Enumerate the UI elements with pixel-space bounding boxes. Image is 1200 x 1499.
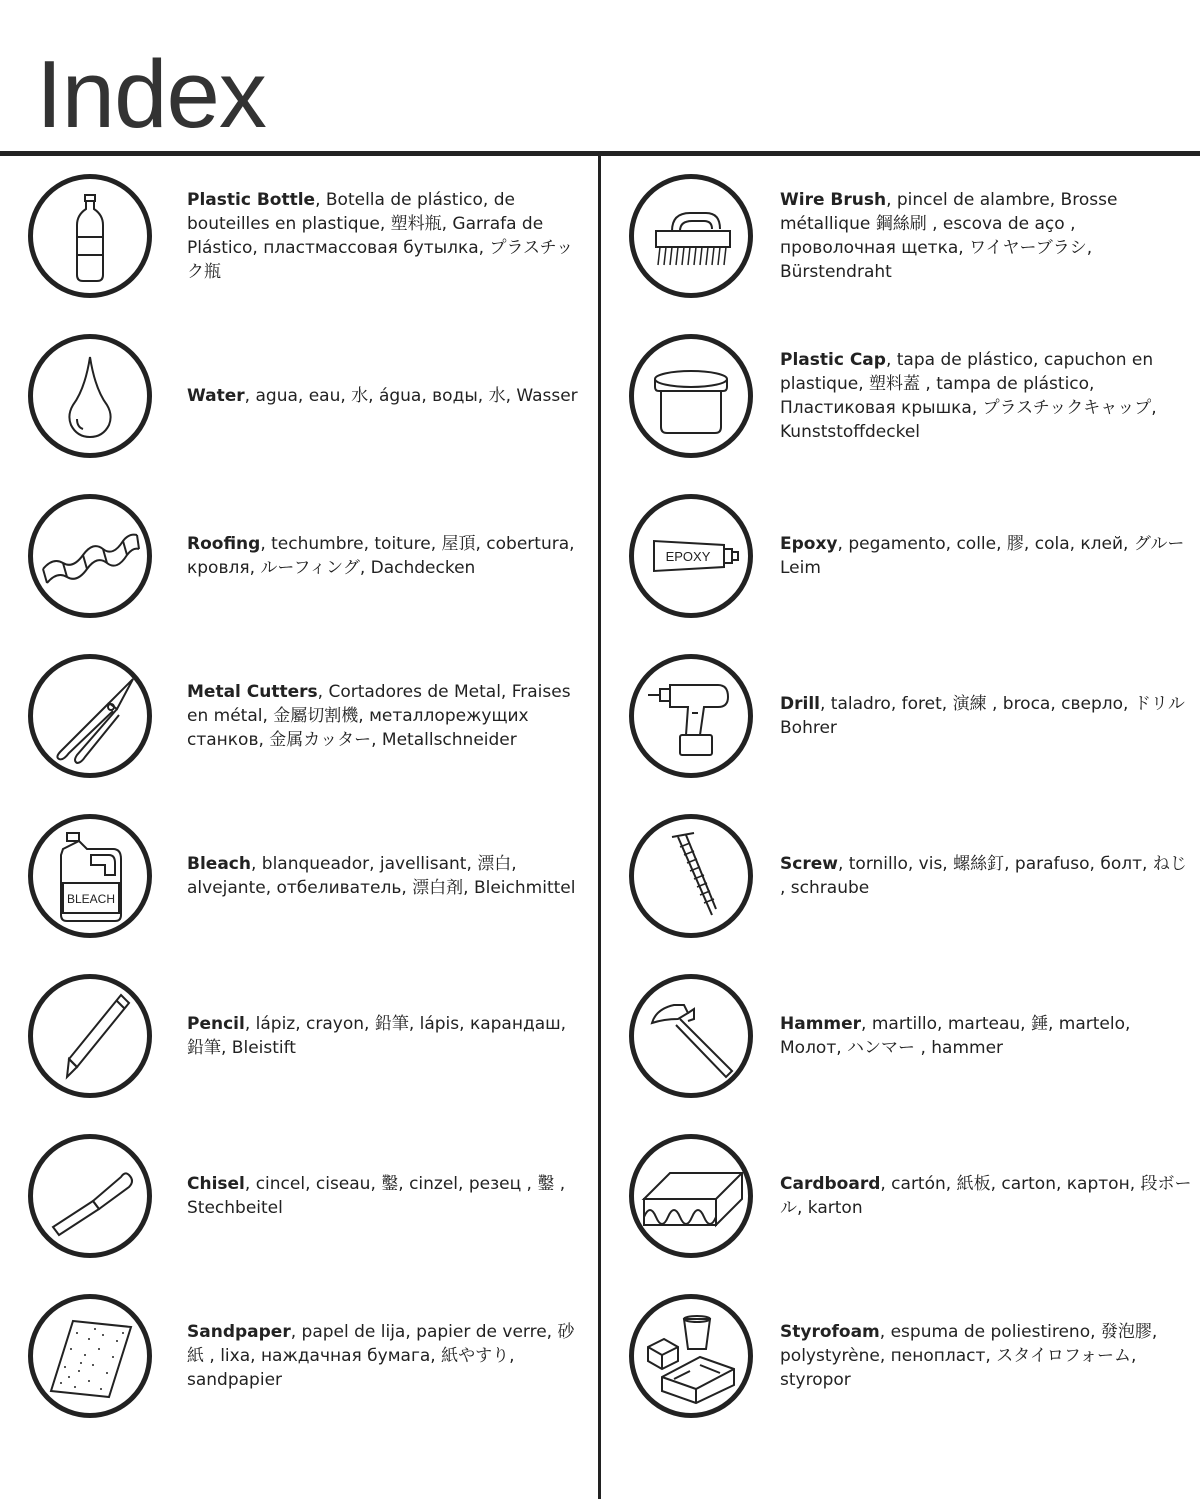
index-entry-plastic-bottle (0, 156, 598, 316)
entry-translations: , cartón, 紙板, carton, картон, 段ボール, karton (780, 1174, 1192, 1218)
index-entry-pencil (0, 956, 598, 1116)
entry-term: Roofing (187, 534, 261, 554)
entry-translations: , tapa de plástico, capuchon en plastique, 塑料蓋 , tampa de plástico, Пластиковая крышка, プラスチックキャップ, Kunststoffdeckel (780, 350, 1157, 442)
entry-translations: , papel de lija, papier de verre, 砂紙 , lixa, наждачная бумага, 紙やすり, sandpapier (187, 1322, 575, 1390)
entry-term: Wire Brush (780, 190, 887, 210)
roofing-icon (28, 494, 152, 618)
bleach-icon (28, 814, 152, 938)
index-entry-hammer (601, 956, 1199, 1116)
hammer-icon (629, 974, 753, 1098)
water-drop-icon (28, 334, 152, 458)
pencil-icon (28, 974, 152, 1098)
metal-cutters-icon (28, 654, 152, 778)
drill-icon (629, 654, 753, 778)
entry-term: Bleach (187, 854, 251, 874)
plastic-cap-icon (629, 334, 753, 458)
entry-term: Cardboard (780, 1174, 881, 1194)
index-entry-wire-brush (601, 156, 1199, 316)
entry-term: Hammer (780, 1014, 862, 1034)
entry-translations: , taladro, foret, 演練 , broca, сверло, ドリル Bohrer (780, 694, 1185, 738)
entry-term: Pencil (187, 1014, 245, 1034)
bleach-label: BLEACH (66, 892, 116, 906)
index-entry-bleach (0, 796, 598, 956)
index-entry-metal-cutters (0, 636, 598, 796)
entry-translations: , tornillo, vis, 螺絲釘, parafuso, болт, ねじ , schraube (780, 854, 1187, 898)
epoxy-icon (629, 494, 753, 618)
wire-brush-icon (629, 174, 753, 298)
entry-term: Water (187, 386, 245, 406)
entry-translations: , cincel, ciseau, 鑿, cinzel, резец , 鑿 , Stechbeitel (187, 1174, 566, 1218)
chisel-icon (28, 1134, 152, 1258)
index-entry-roofing (0, 476, 598, 636)
entry-translations: , espuma de poliestireno, 發泡膠, polystyrène, пенопласт, スタイロフォーム, styropor (780, 1322, 1158, 1390)
entry-translations: , Botella de plástico, de bouteilles en plastique, 塑料瓶, Garrafa de Plástico, пластмассовая бутылка, プラスチック瓶 (187, 190, 574, 282)
page-title: Index (36, 41, 266, 148)
entry-term: Plastic Cap (780, 350, 886, 370)
entry-term: Metal Cutters (187, 682, 318, 702)
entry-term: Styrofoam (780, 1322, 880, 1342)
index-entry-drill (601, 636, 1199, 796)
index-entry-plastic-cap (601, 316, 1199, 476)
entry-translations: , blanqueador, javellisant, 漂白, alvejante, отбеливатель, 漂白剤, Bleichmittel (187, 854, 576, 898)
entry-translations: , techumbre, toiture, 屋頂, cobertura, кровля, ルーフィング, Dachdecken (187, 534, 575, 578)
entry-translations: , agua, eau, 水, água, воды, 水, Wasser (244, 386, 578, 406)
entry-term: Plastic Bottle (187, 190, 316, 210)
styrofoam-icon (629, 1294, 753, 1418)
index-entry-sandpaper (0, 1276, 598, 1436)
entry-term: Drill (780, 694, 820, 714)
index-entry-water (0, 316, 598, 476)
sandpaper-icon (28, 1294, 152, 1418)
entry-term: Chisel (187, 1174, 245, 1194)
index-entry-epoxy (601, 476, 1199, 636)
entry-term: Epoxy (780, 534, 838, 554)
index-entry-chisel (0, 1116, 598, 1276)
entry-translations: , pegamento, colle, 膠, cola, клей, グルー Leim (780, 534, 1185, 578)
epoxy-label: EPOXY (665, 549, 711, 564)
index-entry-styrofoam (601, 1276, 1199, 1436)
cardboard-icon (629, 1134, 753, 1258)
plastic-bottle-icon (28, 174, 152, 298)
index-entry-cardboard (601, 1116, 1199, 1276)
entry-translations: , Cortadores de Metal, Fraises en métal, 金屬切割機, металлорежущих станков, 金属カッター, Metallschneider (187, 682, 571, 750)
entry-term: Screw (780, 854, 838, 874)
entry-translations: , pincel de alambre, Brosse métallique 鋼絲刷 , escova de aço , проволочная щетка, ワイヤーブラシ, Bürstendraht (780, 190, 1118, 282)
screw-icon (629, 814, 753, 938)
left-column (0, 156, 598, 1499)
entry-translations: , lápiz, crayon, 鉛筆, lápis, карандаш, 鉛筆, Bleistift (187, 1014, 567, 1058)
entry-translations: , martillo, marteau, 錘, martelo, Молот, ハンマー , hammer (780, 1014, 1131, 1058)
right-column (601, 156, 1199, 1499)
entry-term: Sandpaper (187, 1322, 291, 1342)
index-entry-screw (601, 796, 1199, 956)
